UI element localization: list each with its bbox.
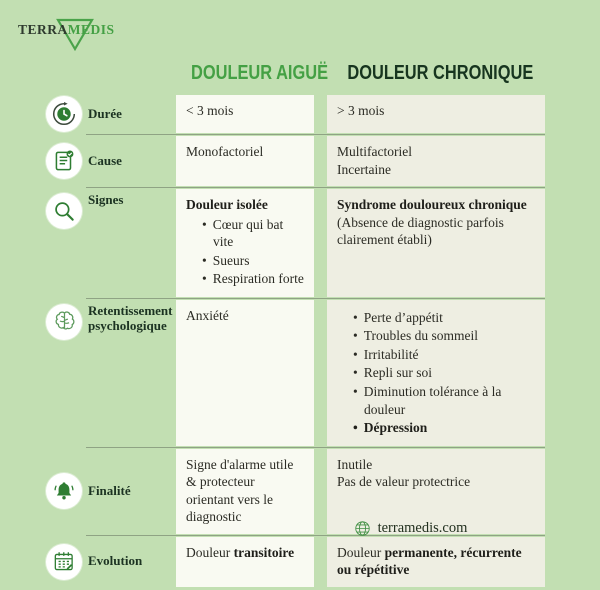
acute-cell-finalite: Signe d'alarme utile & protecteur orientant vers le diagnostic [176,449,314,534]
footer-website [310,516,510,540]
row-label-cell [46,136,176,186]
chronic-retentissement-list: • Perte d’appétit • Troubles du sommeil • Irritabilité • Repli sur soi • Diminution tolérance à la douleur • Dépression [337,309,536,437]
brain-icon [46,304,82,340]
row-separator [86,298,545,299]
bell-icon [46,473,82,509]
chronic-cell-finalite: Inutile Pas de valeur protectrice [327,449,545,534]
logo-medis: MEDIS [67,22,115,37]
logo-terra: TERRA [18,22,68,37]
row-separator [86,187,545,188]
row-label: Cause [88,152,122,168]
clock-icon [46,96,82,132]
table-row-duree [46,95,545,133]
row-label-cell [46,449,176,534]
chronic-cell-cause: Multifactoriel Incertaine [327,136,545,186]
table-row-cause [46,136,545,186]
terramedis-logo [18,12,138,56]
chronic-cell-signes: Syndrome douloureux chronique (Absence de diagnostic parfois clairement établi) [327,189,545,297]
chronic-cell-retentissement [327,300,545,446]
acute-cell-retentissement: Anxiété [176,300,314,446]
row-label-cell [46,537,176,587]
row-label-cell [46,300,176,446]
row-label-cell [46,95,176,133]
row-label-cell [46,189,176,297]
clipboard-check-icon [46,143,82,179]
calendar-icon [46,544,82,580]
row-separator [86,447,545,448]
row-label: Evolution [88,553,143,569]
chronic-cell-duree: > 3 mois [327,95,545,133]
row-separator [86,134,545,135]
magnifier-icon [46,193,82,229]
table-row-evolution [46,537,545,587]
acute-cell-evolution: Douleur transitoire [176,537,314,587]
globe-icon [353,519,372,538]
row-label: Signes [88,192,124,208]
row-label: Finalité [88,482,131,498]
row-label: Retentissement psychologique [88,302,173,333]
column-header-chronic: DOULEUR CHRONIQUE [347,62,534,84]
chronic-cell-evolution: Douleur permanente, récurrente ou répétitive [327,537,545,587]
column-header-acute: DOULEUR AIGUË [191,62,329,84]
row-label: Durée [88,105,122,121]
acute-cell-signes: Douleur isolée • Cœur qui bat vite • Sueurs • Respiration forte [176,189,314,297]
acute-cell-cause: Monofactoriel [176,136,314,186]
table-row-retentissement [46,300,545,446]
acute-signes-list: • Cœur qui bat vite • Sueurs • Respiration forte [186,216,305,288]
table-row-signes [46,189,545,297]
logo-wordmark [18,22,138,38]
acute-cell-duree: < 3 mois [176,95,314,133]
footer-url: terramedis.com [377,519,468,536]
